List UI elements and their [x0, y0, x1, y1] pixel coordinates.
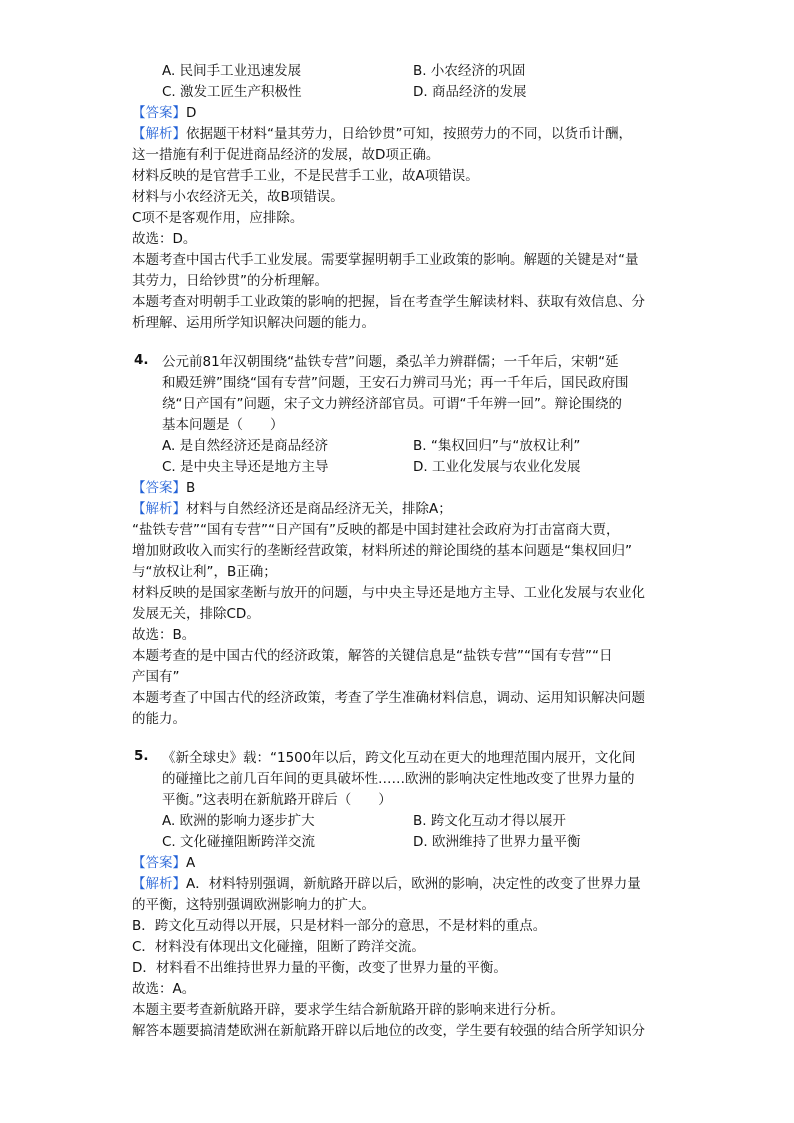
- q3-answer: 【答案】D: [132, 105, 197, 121]
- q3-analysis-line: 本题考查对明朝手工业政策的影响的把握，旨在考查学生解读材料、获取有效信息、分: [132, 294, 645, 310]
- q4-analysis-line: “盐铁专营”“国有专营”“日产国有”反映的都是中国封建社会政府为打击富商大贾，: [132, 522, 620, 538]
- q5-number: 5.: [134, 748, 149, 764]
- q4-stem-line: 绕“日产国有”问题，宋子文力辨经济部官员。可谓“千年辨一回”。辩论围绕的: [162, 396, 622, 412]
- q4-analysis-line: 故选：B。: [132, 627, 196, 643]
- q3-analysis-line: 【解析】依据题干材料“量其劳力，日给钞贯”可知，按照劳力的不同，以货币计酬，: [132, 126, 632, 142]
- q4-stem-line: 公元前81年汉朝围绕“盐铁专营”问题，桑弘羊力辨群儒；一千年后，宋朝“延: [162, 354, 619, 370]
- q4-analysis-line: 的能力。: [132, 711, 186, 727]
- q3-analysis-line: 材料与小农经济无关，故B项错误。: [132, 189, 344, 205]
- q4-answer: 【答案】B: [132, 480, 196, 496]
- q5-analysis-line: B．跨文化互动得以开展，只是材料一部分的意思，不是材料的重点。: [132, 918, 547, 934]
- q5-option-a: A. 欧洲的影响力逐步扩大: [162, 813, 315, 829]
- q3-analysis-line: 其劳力，日给钞贯”的分析理解。: [132, 273, 328, 289]
- q4-stem-line: 和殿廷辨”围绕“国有专营”问题，王安石力辨司马光；再一千年后，国民政府围: [162, 375, 629, 391]
- q3-analysis-line: C项不是客观作用，应排除。: [132, 210, 304, 226]
- q5-option-b: B. 跨文化互动才得以展开: [413, 813, 566, 829]
- q5-analysis-line: 【解析】A．材料特别强调，新航路开辟以后，欧洲的影响，决定性的改变了世界力量: [132, 876, 641, 892]
- q5-analysis-line: 的平衡，这特别强调欧洲影响力的扩大。: [132, 897, 375, 913]
- q5-analysis-line: C．材料没有体现出文化碰撞，阻断了跨洋交流。: [132, 939, 425, 955]
- q4-stem-line: 基本问题是（ ）: [162, 417, 284, 433]
- q5-stem-line: 平衡。”这表明在新航路开辟后（ ）: [162, 792, 392, 808]
- q4-analysis-line: 材料反映的是国家垄断与放开的问题，与中央主导还是地方主导、工业化发展与农业化: [132, 585, 645, 601]
- q5-option-d: D. 欧洲维持了世界力量平衡: [413, 834, 581, 850]
- q4-analysis-line: 增加财政收入而实行的垄断经营政策，材料所述的辩论围绕的基本问题是“集权回归”: [132, 543, 632, 559]
- q5-option-c: C. 文化碰撞阻断跨洋交流: [162, 834, 316, 850]
- q3-option-d: D. 商品经济的发展: [413, 84, 527, 100]
- q5-stem-line: 《新全球史》载：“1500年以后，跨文化互动在更大的地理范围内展开，文化间: [162, 750, 636, 766]
- q4-number: 4.: [134, 352, 149, 368]
- q3-option-b: B. 小农经济的巩固: [413, 63, 526, 79]
- q3-analysis-line: 故选：D。: [132, 231, 197, 247]
- q5-answer: 【答案】A: [132, 855, 196, 871]
- q3-analysis-line: 本题考查中国古代手工业发展。需要掌握明朝手工业政策的影响。解题的关键是对“量: [132, 252, 639, 268]
- q5-analysis-line: 解答本题要搞清楚欧洲在新航路开辟以后地位的改变，学生要有较强的结合所学知识分: [132, 1023, 645, 1039]
- q4-analysis-line: 发展无关，排除CD。: [132, 606, 260, 622]
- q5-analysis-line: 故选：A。: [132, 981, 196, 997]
- q5-analysis-line: D．材料看不出维持世界力量的平衡，改变了世界力量的平衡。: [132, 960, 507, 976]
- q4-option-c: C. 是中央主导还是地方主导: [162, 459, 329, 475]
- q4-analysis-line: 【解析】材料与自然经济还是商品经济无关，排除A；: [132, 501, 452, 517]
- q4-analysis-line: 产国有”: [132, 669, 180, 685]
- q4-analysis-line: 与“放权让利”，B正确；: [132, 564, 277, 580]
- q5-analysis-line: 本题主要考查新航路开辟，要求学生结合新航路开辟的影响来进行分析。: [132, 1002, 564, 1018]
- q3-analysis-line: 材料反映的是官营手工业，不是民营手工业，故A项错误。: [132, 168, 479, 184]
- q4-option-a: A. 是自然经济还是商品经济: [162, 438, 329, 454]
- q3-option-a: A. 民间手工业迅速发展: [162, 63, 302, 79]
- q3-option-c: C. 激发工匠生产积极性: [162, 84, 302, 100]
- q3-analysis-line: 析理解、运用所学知识解决问题的能力。: [132, 315, 375, 331]
- q4-option-d: D. 工业化发展与农业化发展: [413, 459, 581, 475]
- q5-stem-line: 的碰撞比之前几百年间的更具破坏性……欧洲的影响决定性地改变了世界力量的: [162, 771, 635, 787]
- q4-option-b: B. “集权回归”与“放权让利”: [413, 438, 581, 454]
- q3-analysis-line: 这一措施有利于促进商品经济的发展，故D项正确。: [132, 147, 440, 163]
- q4-analysis-line: 本题考查的是中国古代的经济政策，解答的关键信息是“盐铁专营”“国有专营”“日: [132, 648, 613, 664]
- q4-analysis-line: 本题考查了中国古代的经济政策，考查了学生准确材料信息，调动、运用知识解决问题: [132, 690, 645, 706]
